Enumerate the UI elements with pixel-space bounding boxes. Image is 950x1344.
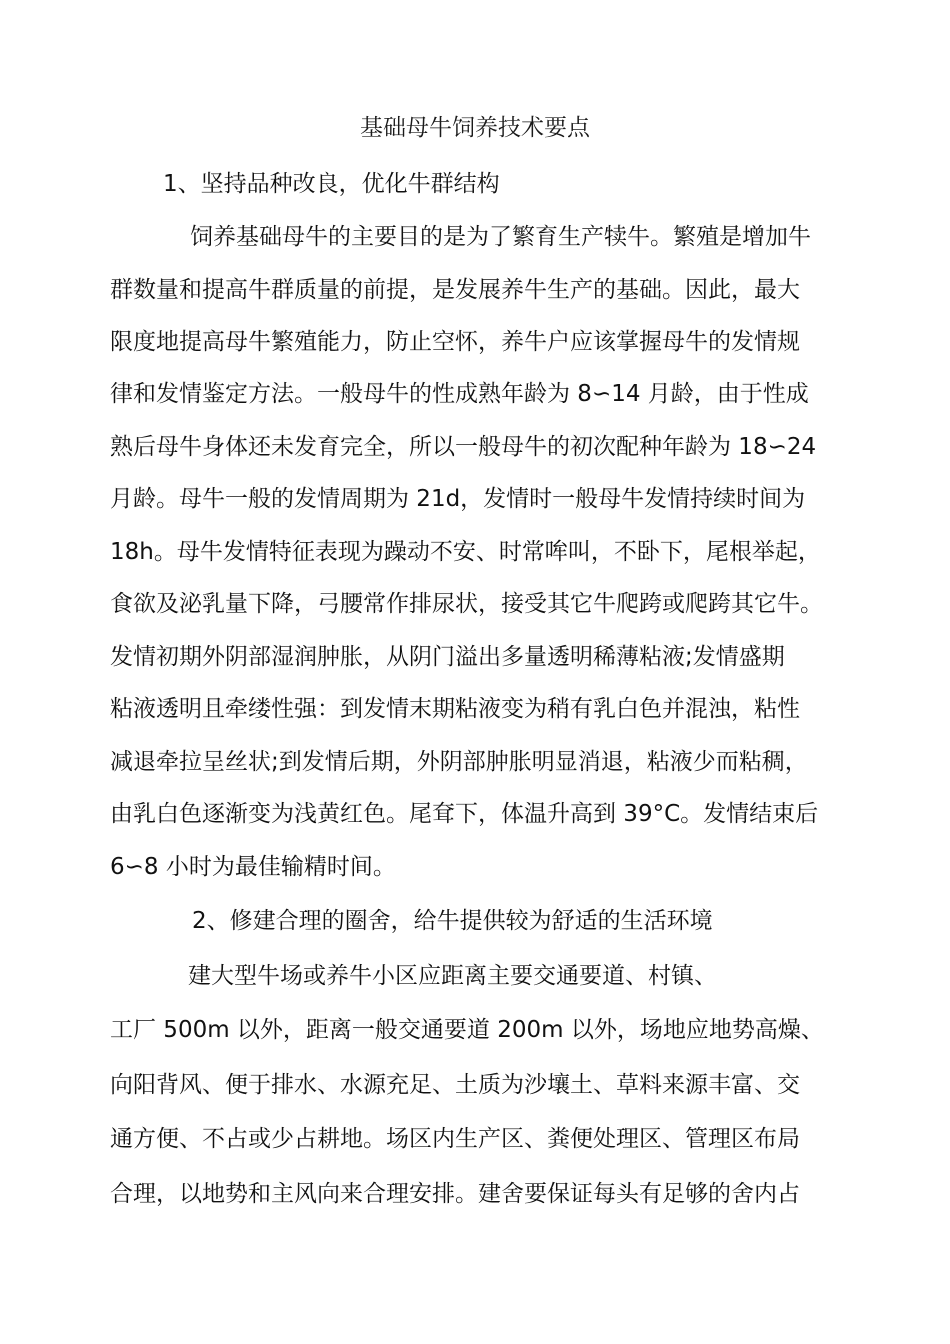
paragraph-line: 工厂 500m 以外，距离一般交通要道 200m 以外，场地应地势高燥、 — [110, 1017, 824, 1043]
paragraph-line: 月龄。母牛一般的发情周期为 21d，发情时一般母牛发情持续时间为 — [110, 486, 806, 512]
paragraph-line: 律和发情鉴定方法。一般母牛的性成熟年龄为 8∽14 月龄，由于性成 — [110, 381, 809, 407]
paragraph-line: 食欲及泌乳量下降，弓腰常作排尿状，接受其它牛爬跨或爬跨其它牛。 — [110, 591, 823, 617]
paragraph-line: 熟后母牛身体还未发育完全，所以一般母牛的初次配种年龄为 18∽24 — [110, 434, 817, 460]
paragraph-line: 粘液透明且牵缕性强：到发情末期粘液变为稍有乳白色并混浊，粘性 — [110, 696, 800, 722]
document-title: 基础母牛饲养技术要点 — [360, 115, 590, 141]
paragraph-line: 通方便、不占或少占耕地。场区内生产区、粪便处理区、管理区布局 — [110, 1126, 800, 1152]
paragraph-line: 合理，以地势和主风向来合理安排。建舍要保证每头有足够的舍内占 — [110, 1181, 800, 1207]
paragraph-line: 由乳白色逐渐变为浅黄红色。尾耷下，体温升高到 39°C。发情结束后 — [110, 801, 819, 827]
paragraph-line: 饲养基础母牛的主要目的是为了繁育生产犊牛。繁殖是增加牛 — [190, 224, 811, 250]
paragraph-line: 发情初期外阴部湿润肿胀，从阴门溢出多量透明稀薄粘液;发情盛期 — [110, 644, 785, 670]
paragraph-line: 建大型牛场或养牛小区应距离主要交通要道、村镇、 — [188, 963, 717, 989]
paragraph-line: 群数量和提高牛群质量的前提，是发展养牛生产的基础。因此，最大 — [110, 277, 800, 303]
paragraph-line: 18h。母牛发情特征表现为躁动不安、时常哞叫，不卧下，尾根举起， — [110, 539, 821, 565]
paragraph-line: 向阳背风、便于排水、水源充足、土质为沙壤土、草料来源丰富、交 — [110, 1072, 800, 1098]
paragraph-line: 减退牵拉呈丝状;到发情后期，外阴部肿胀明显消退，粘液少而粘稠， — [110, 749, 808, 775]
paragraph-line: 6∽8 小时为最佳输精时间。 — [110, 854, 396, 880]
paragraph-line: 限度地提高母牛繁殖能力，防止空怀，养牛户应该掌握母牛的发情规 — [110, 329, 800, 355]
section-1-heading: 1、坚持品种改良，优化牛群结构 — [163, 171, 500, 197]
section-2-heading: 2、修建合理的圈舍，给牛提供较为舒适的生活环境 — [192, 908, 713, 934]
